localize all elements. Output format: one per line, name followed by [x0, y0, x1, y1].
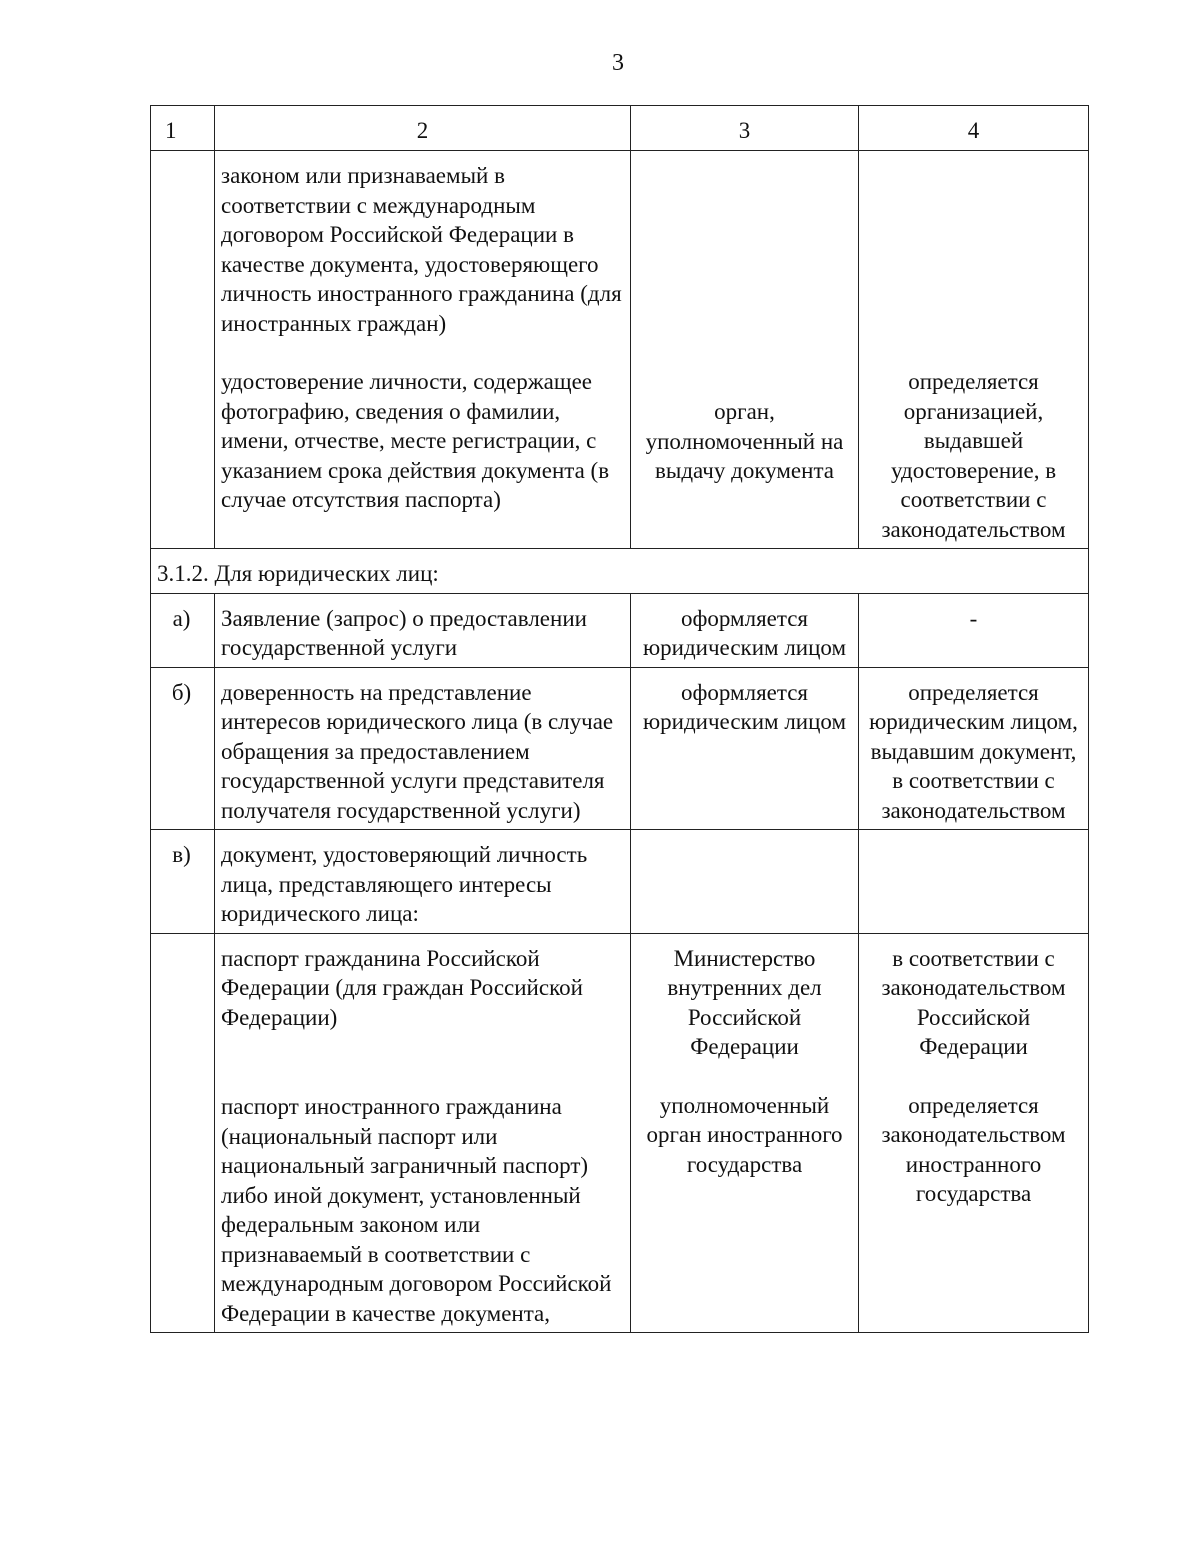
- issuer-text: Министерство внутренних дел Российской Федерации: [667, 945, 822, 1059]
- document-text: законом или признаваемый в соответствии с международным договором Российской Федерации в качестве документа, удостоверяющего личность иностранного гражданина (для иностранных граждан): [221, 163, 622, 336]
- document-cell: документ, удостоверяющий личность лица, представляющего интересы юридического лица:: [215, 830, 631, 934]
- page-number: 3: [612, 50, 624, 76]
- issuer-cell: [631, 151, 859, 549]
- row-number: б): [151, 667, 215, 830]
- table-row: [151, 830, 1089, 934]
- row-number: в): [151, 830, 215, 934]
- document-cell: [215, 933, 631, 1333]
- document-text: паспорт иностранного гражданина (национальный паспорт или национальный заграничный паспорт) либо иной документ, установленный федеральным законом или признаваемый в соответствии с международным договором Российской Федерации в качестве документа,: [221, 1094, 612, 1326]
- issuer-cell: [631, 830, 859, 934]
- row-number: а): [151, 593, 215, 667]
- validity-cell: определяется юридическим лицом, выдавшим документ, в соответствии с законодательством: [859, 667, 1089, 830]
- document-cell: [215, 151, 631, 549]
- section-row: [151, 549, 1089, 594]
- table-row-continuation: [151, 151, 1089, 549]
- table-row: [151, 667, 1089, 830]
- column-header-2: 2: [215, 106, 631, 151]
- issuer-cell: [631, 933, 859, 1333]
- issuer-cell: оформляется юридическим лицом: [631, 667, 859, 830]
- row-number-cell: [151, 151, 215, 549]
- issuer-text: уполномоченный орган иностранного государства: [646, 1092, 843, 1177]
- validity-cell: [859, 830, 1089, 934]
- column-header-3: 3: [631, 106, 859, 151]
- table-row: [151, 593, 1089, 667]
- documents-table: [150, 105, 1089, 1333]
- table-row-identity-documents: [151, 933, 1089, 1333]
- validity-cell: [859, 151, 1089, 549]
- column-header-4: 4: [859, 106, 1089, 151]
- document-text: паспорт гражданина Российской Федерации (для граждан Российской Федерации): [221, 945, 583, 1030]
- validity-text: определяется законодательством иностранного государства: [881, 1092, 1066, 1206]
- table-header-row: [151, 106, 1089, 151]
- validity-cell: [859, 933, 1089, 1333]
- validity-text: определяется организацией, выдавшей удостоверение, в соответствии с законодательством: [881, 369, 1066, 542]
- issuer-cell: оформляется юридическим лицом: [631, 593, 859, 667]
- validity-cell: -: [859, 593, 1089, 667]
- column-header-1: 1: [151, 106, 215, 151]
- section-title: 3.1.2. Для юридических лиц:: [151, 549, 1089, 594]
- document-cell: доверенность на представление интересов юридического лица (в случае обращения за предоставлением государственной услуги представителя получателя государственной услуги): [215, 667, 631, 830]
- document-cell: Заявление (запрос) о предоставлении государственной услуги: [215, 593, 631, 667]
- document-text: удостоверение личности, содержащее фотографию, сведения о фамилии, имени, отчестве, месте регистрации, с указанием срока действия документа (в случае отсутствия паспорта): [221, 369, 610, 512]
- validity-text: в соответствии с законодательством Российской Федерации: [881, 945, 1066, 1059]
- row-number-cell: [151, 933, 215, 1333]
- issuer-text: орган, уполномоченный на выдачу документа: [645, 399, 844, 483]
